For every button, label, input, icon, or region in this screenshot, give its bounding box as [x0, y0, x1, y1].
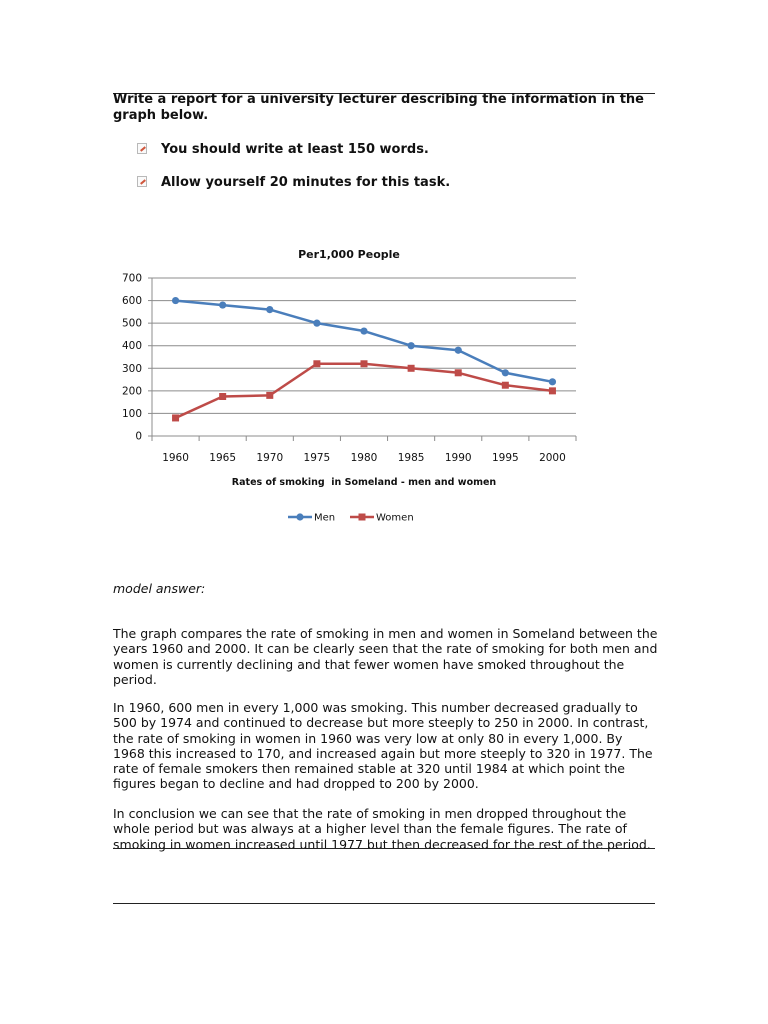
- x-axis: [152, 436, 576, 464]
- men-data-point: [313, 320, 320, 327]
- chart-series: [172, 297, 556, 421]
- y-tick-label: 700: [121, 272, 142, 285]
- model-answer-label: model answer:: [113, 581, 206, 596]
- women-legend-label: Women: [376, 512, 414, 524]
- x-tick-label: 1985: [397, 452, 425, 464]
- model-paragraph-3: In conclusion we can see that the rate of smoking in men dropped throughout the whole period but was always at a higher level than the female figures. The rate of smoking in women increased until 1977 but then decreased for the rest of the period.: [113, 806, 651, 852]
- women-data-point: [172, 414, 179, 421]
- paragraph-end-rule: [113, 848, 655, 849]
- men-legend-label: Men: [314, 512, 336, 524]
- model-paragraph-2: In 1960, 600 men in every 1,000 was smoking. This number decreased gradually to 500 by 1974 and continued to decrease but more steeply to 250 in 2000. In contrast, the rate of smoking in women in 1960 was very low at only 80 in every 1,000. By 1968 this increased to 170, and increased again but more steeply to 320 in 1977. The rate of female smokers then remained stable at 320 until 1984 at which point the figures began to decline and had dropped to 200 by 2000.: [113, 700, 653, 792]
- model-paragraph-1: The graph compares the rate of smoking in men and women in Someland between the years 1960 and 2000. It can be clearly seen that the rate of smoking for both men and women is currently declining and that fewer women have smoked throughout the period.: [113, 626, 658, 687]
- x-tick-label: 1980: [350, 452, 378, 464]
- men-data-point: [172, 297, 179, 304]
- chart-title: Per1,000 People: [298, 248, 400, 261]
- y-tick-label: 0: [135, 430, 142, 443]
- men-data-point: [455, 347, 462, 354]
- women-legend-marker: [359, 514, 366, 521]
- y-axis: [122, 273, 152, 443]
- women-data-point: [408, 365, 415, 372]
- y-tick-label: 100: [121, 407, 142, 420]
- chart-gridlines: [152, 278, 576, 436]
- men-data-point: [266, 306, 273, 313]
- women-data-point: [361, 360, 368, 367]
- women-data-point: [549, 387, 556, 394]
- women-data-point: [266, 392, 273, 399]
- men-data-point: [219, 301, 226, 308]
- men-data-point: [502, 369, 509, 376]
- chart-legend: [288, 513, 414, 524]
- y-tick-label: 400: [121, 340, 142, 353]
- y-tick-label: 600: [121, 295, 142, 308]
- women-data-point: [455, 369, 462, 376]
- bottom-rule: [113, 903, 655, 904]
- y-tick-label: 200: [121, 385, 142, 398]
- men-data-point: [360, 327, 367, 334]
- x-tick-label: 1970: [256, 452, 284, 464]
- bullet-text: Allow yourself 20 minutes for this task.: [161, 175, 451, 190]
- x-axis-label: Rates of smoking in Someland - men and women: [231, 477, 497, 488]
- y-tick-label: 500: [121, 317, 142, 330]
- x-tick-label: 2000: [539, 452, 566, 464]
- x-tick-label: 1990: [444, 452, 472, 464]
- bullet-text: You should write at least 150 words.: [161, 142, 429, 157]
- men-data-point: [549, 378, 556, 385]
- task-title: Write a report for a university lecturer describing the information in the graph below.: [113, 92, 644, 123]
- y-tick-label: 300: [121, 362, 142, 375]
- x-tick-label: 1960: [162, 452, 189, 464]
- men-series-line: [176, 301, 553, 382]
- women-data-point: [219, 393, 226, 400]
- men-data-point: [408, 342, 415, 349]
- men-legend-marker: [296, 513, 303, 520]
- x-tick-label: 1965: [209, 452, 237, 464]
- women-data-point: [502, 382, 509, 389]
- x-tick-label: 1975: [303, 452, 331, 464]
- women-data-point: [313, 360, 320, 367]
- x-tick-label: 1995: [491, 452, 519, 464]
